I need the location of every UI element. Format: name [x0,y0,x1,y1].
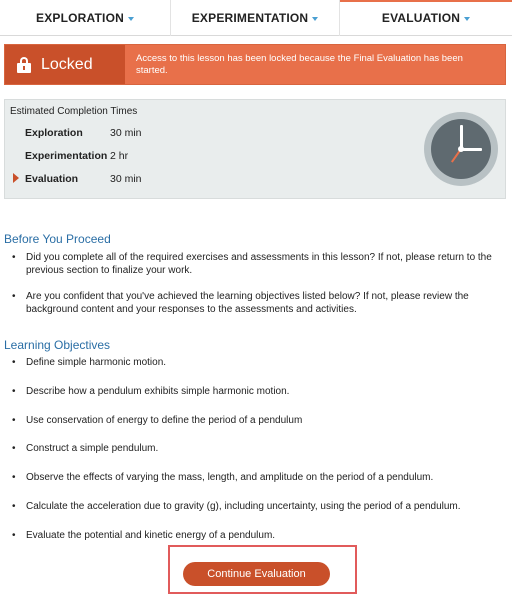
locked-badge [5,45,125,84]
time-row-value: 2 hr [110,150,129,162]
tab-evaluation[interactable] [339,0,512,36]
list-item [14,356,508,369]
lesson-tabs [0,0,512,36]
tab-label: EXPLORATION [36,11,124,25]
locked-banner [4,44,506,85]
learning-objectives-heading: Learning Objectives [4,338,111,352]
tab-label: EVALUATION [381,11,461,25]
list-item [14,471,508,484]
time-row-experimentation [25,150,128,162]
clock-icon [424,112,498,186]
time-row-value: 30 min [110,173,142,185]
continue-evaluation-button[interactable]: Continue Evaluation [183,562,330,586]
lock-icon [17,57,31,73]
list-item [14,414,508,427]
chevron-down-icon [464,17,470,21]
locked-title: Locked [41,55,93,73]
list-item-text: • Use conservation of energy to define the period of a pendulum [26,415,303,426]
time-row-name: Evaluation [25,173,79,185]
estimated-times-panel [4,99,506,199]
before-you-proceed-heading: Before You Proceed [4,232,111,246]
list-item-text: • Define simple harmonic motion. [26,357,167,368]
list-item-text: • Did you complete all of the required exercises and assessments in this lesson? If not, please return to the previous section to finalize your work. [26,252,492,276]
list-item-text: • Are you confident that you've achieved the learning objectives listed below? If not, please review the background content and your responses to the assessments and activities. [26,291,469,315]
list-item-text: • Describe how a pendulum exhibits simple harmonic motion. [26,386,290,397]
list-item [14,385,508,398]
chevron-down-icon [312,17,318,21]
tab-label: EXPERIMENTATION [191,11,309,25]
list-item [14,251,508,277]
list-item-text: • Observe the effects of varying the mass, length, and amplitude on the period of a pendulum. [26,472,434,483]
list-item [14,500,508,513]
list-item-text: • Calculate the acceleration due to gravity (g), including uncertainty, using the period of a pendulum. [26,501,461,512]
list-item [14,529,508,542]
time-row-value: 30 min [110,127,142,139]
tab-experimentation[interactable] [170,0,339,36]
current-section-arrow-icon [13,173,19,183]
time-row-evaluation [25,173,142,185]
list-item-text: • Construct a simple pendulum. [26,443,159,454]
list-item-text: • Evaluate the potential and kinetic energy of a pendulum. [26,530,276,541]
time-row-name: Experimentation [25,150,108,162]
list-item [14,442,508,455]
time-row-exploration [25,127,142,139]
locked-message: Access to this lesson has been locked because the Final Evaluation has been started. [136,53,463,76]
chevron-down-icon [128,17,134,21]
estimated-times-title: Estimated Completion Times [10,106,138,117]
tab-exploration[interactable] [0,0,170,36]
time-row-name: Exploration [25,127,83,139]
list-item [14,290,508,316]
